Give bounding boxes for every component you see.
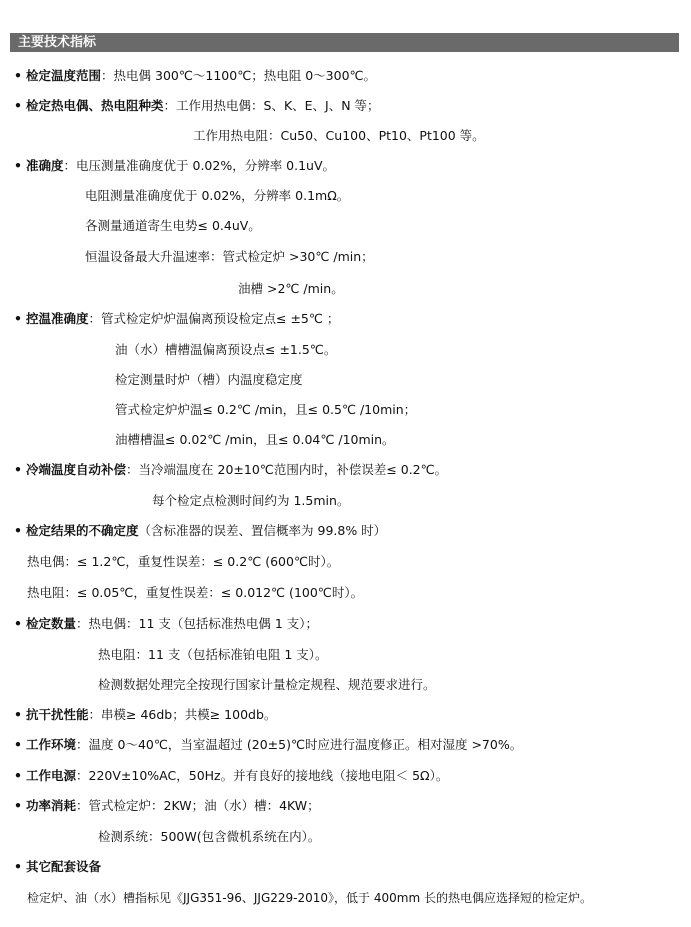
spec-text: ：串模≥ 46db；共模≥ 100db。 xyxy=(88,707,277,722)
spec-label: 工作环境 xyxy=(26,737,77,752)
spec-text: ：电压测量准确度优于 0.02%，分辨率 0.1uV。 xyxy=(63,158,336,173)
spec-text: ：管式检定炉：2KW；油（水）槽：4KW； xyxy=(76,798,320,813)
spec-label: 冷端温度自动补偿 xyxy=(26,462,127,477)
spec-label: 功率消耗 xyxy=(26,798,77,813)
spec-text: 工作用热电阻：Cu50、Cu100、Pt10、Pt100 等。 xyxy=(193,128,485,143)
spec-quantity xyxy=(14,616,318,632)
spec-label: 工作电源 xyxy=(26,768,77,783)
spec-text: 检测系统：500W(包含微机系统在内）。 xyxy=(98,829,321,844)
spec-text: 油槽 >2℃ /min。 xyxy=(238,281,344,296)
spec-anti-interference xyxy=(14,707,276,723)
spec-text: 热电阻：11 支（包括标准铂电阻 1 支）。 xyxy=(98,647,328,662)
spec-other-equipment xyxy=(14,859,101,875)
spec-range xyxy=(14,68,376,84)
spec-uncertainty xyxy=(14,523,386,539)
spec-text: 检测数据处理完全按现行国家计量检定规程、规范要求进行。 xyxy=(98,677,436,692)
spec-label: 控温准确度 xyxy=(26,311,89,326)
spec-text: 热电偶：≤ 1.2℃，重复性误差：≤ 0.2℃ (600℃时）。 xyxy=(27,554,340,569)
spec-text: （含标准器的误差、置信概率为 99.8% 时） xyxy=(138,523,387,538)
spec-text: 每个检定点检测时间约为 1.5min。 xyxy=(152,493,350,508)
spec-text: 热电阻：≤ 0.05℃，重复性误差：≤ 0.012℃ (100℃时）。 xyxy=(27,585,364,600)
bullet-icon: • xyxy=(14,311,22,326)
bullet-icon: • xyxy=(14,737,22,752)
spec-label: 其它配套设备 xyxy=(26,859,102,874)
bullet-icon: • xyxy=(14,158,22,173)
spec-text: ：工作用热电偶：S、K、E、J、N 等； xyxy=(163,98,380,113)
bullet-icon: • xyxy=(14,859,22,874)
spec-label: 检定结果的不确定度 xyxy=(26,523,139,538)
bullet-icon: • xyxy=(14,707,22,722)
spec-text: 各测量通道寄生电势≤ 0.4uV。 xyxy=(85,218,261,233)
bullet-icon: • xyxy=(14,462,22,477)
section-title: 主要技术指标 xyxy=(18,35,97,50)
spec-environment xyxy=(14,737,522,753)
spec-text: ：热电偶 300℃～1100℃；热电阻 0～300℃。 xyxy=(101,68,377,83)
spec-power-consumption xyxy=(14,798,320,814)
spec-label: 检定温度范围 xyxy=(26,68,102,83)
spec-text: 油槽槽温≤ 0.02℃ /min，且≤ 0.04℃ /10min。 xyxy=(115,432,395,447)
spec-label: 抗干扰性能 xyxy=(26,707,89,722)
spec-text: 检定测量时炉（槽）内温度稳定度 xyxy=(115,372,303,387)
spec-text: 管式检定炉炉温≤ 0.2℃ /min，且≤ 0.5℃ /10min； xyxy=(115,402,417,417)
spec-types xyxy=(14,98,380,114)
bullet-icon: • xyxy=(14,98,22,113)
spec-text: ：当冷端温度在 20±10℃范围内时，补偿误差≤ 0.2℃。 xyxy=(126,462,448,477)
spec-control-accuracy xyxy=(14,311,339,327)
spec-label: 检定热电偶、热电阻种类 xyxy=(26,98,164,113)
spec-power-supply xyxy=(14,768,448,784)
spec-text: ：管式检定炉炉温偏离预设检定点≤ ±5℃ ； xyxy=(88,311,340,326)
spec-text: 恒温设备最大升温速率：管式检定炉 >30℃ /min； xyxy=(85,249,374,264)
spec-text: 电阻测量准确度优于 0.02%，分辨率 0.1mΩ。 xyxy=(85,188,350,203)
spec-text: 油（水）槽槽温偏离预设点≤ ±1.5℃。 xyxy=(115,342,337,357)
spec-label: 准确度 xyxy=(26,158,64,173)
spec-text: ：220V±10%AC，50Hz。并有良好的接地线（接地电阻＜ 5Ω）。 xyxy=(76,768,449,783)
bullet-icon: • xyxy=(14,768,22,783)
spec-text: ：热电偶：11 支（包括标准热电偶 1 支）； xyxy=(76,616,319,631)
bullet-icon: • xyxy=(14,616,22,631)
spec-cold-junction xyxy=(14,462,447,478)
spec-text: ：温度 0～40℃，当室温超过 (20±5)℃时应进行温度修正。相对湿度 >70%。 xyxy=(76,737,523,752)
spec-accuracy xyxy=(14,158,335,174)
bullet-icon: • xyxy=(14,798,22,813)
spec-label: 检定数量 xyxy=(26,616,77,631)
section-header xyxy=(10,33,679,52)
bullet-icon: • xyxy=(14,68,22,83)
bullet-icon: • xyxy=(14,523,22,538)
spec-text: 检定炉、油（水）槽指标见《JJG351-96、JJG229-2010》，低于 400mm 长的热电偶应选择短的检定炉。 xyxy=(27,891,592,905)
